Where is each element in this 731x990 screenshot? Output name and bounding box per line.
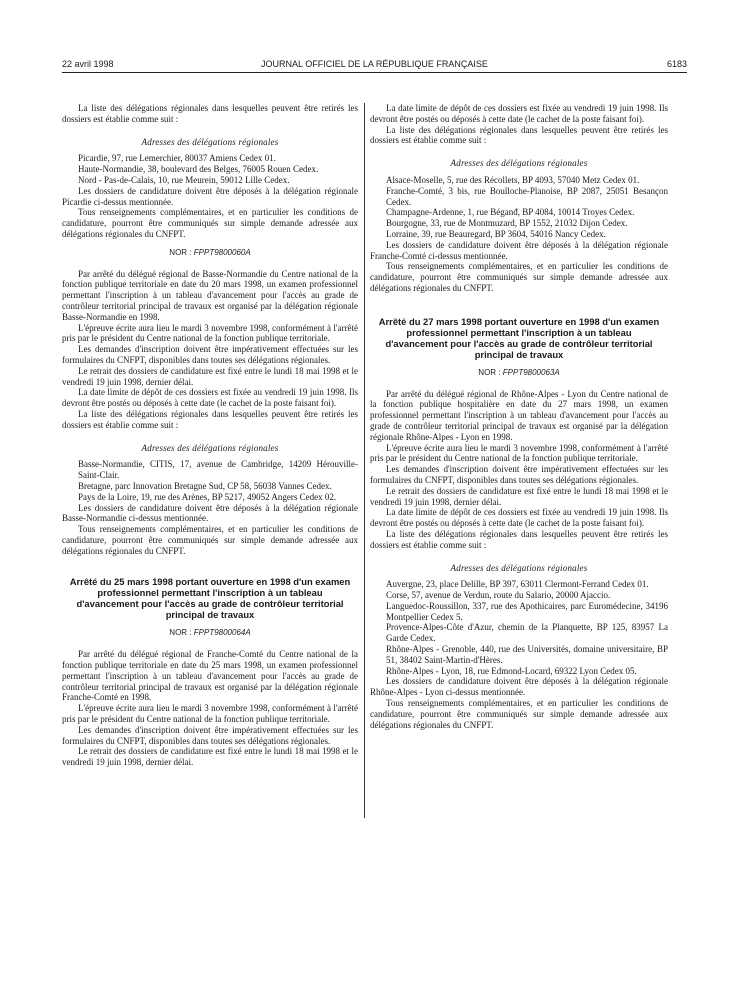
paragraph: Les demandes d'inscription doivent être impérativement effectuées sur les formulaires du CNFPT, disponibles dans toutes ses délégations régionales. xyxy=(62,724,358,746)
paragraph: L'épreuve écrite aura lieu le mardi 3 novembre 1998, conformément à l'arrêté pris par le président du Centre national de la fonction publique territoriale. xyxy=(370,442,668,464)
nor-code: FPPT9800060A xyxy=(193,247,251,257)
address-item: Basse-Normandie, CITIS, 17, avenue de Cambridge, 14209 Hérouville-Saint-Clair. xyxy=(78,459,358,481)
address-item: Languedoc-Roussillon, 337, rue des Apothicaires, parc Euromédecine, 34196 Montpellier Cedex 5. xyxy=(386,600,668,622)
paragraph: Le retrait des dossiers de candidature est fixé entre le lundi 18 mai 1998 et le vendredi 19 juin 1998, dernier délai. xyxy=(62,365,358,387)
nor-label: NOR : xyxy=(169,628,192,638)
addresses-heading: Adresses des délégations régionales xyxy=(450,158,588,169)
paragraph: Les dossiers de candidature doivent être déposés à la délégation régionale Basse-Normandie ci-dessus mentionnée. xyxy=(62,502,358,524)
header-page-number: 6183 xyxy=(666,59,687,69)
address-item: Champagne-Ardenne, 1, rue Béganđ, BP 4084, 10014 Troyes Cedex. xyxy=(386,207,635,218)
address-item: Picardie, 97, rue Lemerchier, 80037 Amiens Cedex 01. xyxy=(78,153,276,164)
address-item: Franche-Comté, 3 bis, rue Boulloche-Planoise, BP 2087, 25051 Besançon Cedex. xyxy=(386,185,668,207)
paragraph: Les demandes d'inscription doivent être impérativement effectuées sur les formulaires du CNFPT, disponibles dans toutes ses délégations régionales. xyxy=(370,464,668,485)
paragraph: Les dossiers de candidature doivent être déposés à la délégation régionale Rhône-Alpes - Lyon ci-dessus mentionnée. xyxy=(370,676,668,698)
paragraph: La date limite de dépôt de ces dossiers est fixée au vendredi 19 juin 1998. Ils devront être postés ou déposés à cette date (le cachet de la poste faisant foi). xyxy=(370,103,668,124)
decree-title: Arrêté du 25 mars 1998 portant ouverture en 1998 d'un examen professionnel permettant l'inscription à un tableau d'avancement pour l'accès au grade de contrôleur territorial principal de travaux xyxy=(69,576,351,621)
paragraph: La liste des délégations régionales dans lesquelles peuvent être retirés les dossiers est établie comme suit : xyxy=(62,103,358,124)
address-item: Alsace-Moselle, 5, rue des Récollets, BP 4093, 57040 Metz Cedex 01. xyxy=(386,174,640,185)
paragraph: Le retrait des dossiers de candidature est fixé entre le lundi 18 mai 1998 et le vendredi 19 juin 1998, dernier délai. xyxy=(62,746,358,768)
address-item: Rhône-Alpes - Grenoble, 440, rue des Universités, domaine universitaire, BP 51, 38402 Saint-Martin-d'Hères. xyxy=(386,644,668,665)
paragraph: Le retrait des dossiers de candidature est fixé entre le lundi 18 mai 1998 et le vendredi 19 juin 1998, dernier délai. xyxy=(370,485,668,507)
paragraph: Tous renseignements complémentaires, et en particulier les conditions de candidature, pourront être communiqués sur simple demande adressée aux délégations régionales du CNFPT. xyxy=(62,524,358,556)
paragraph: Tous renseignements complémentaires, et en particulier les conditions de candidature, pourront être communiqués sur simple demande adressée aux délégations régionales du CNFPT. xyxy=(370,698,668,730)
page-header xyxy=(62,59,687,73)
address-item: Nord - Pas-de-Calais, 10, rue Meurein, 59012 Lille Cedex. xyxy=(78,174,290,185)
column-divider xyxy=(364,103,365,818)
decree-title: Arrêté du 27 mars 1998 portant ouverture en 1998 d'un examen professionnel permettant l'inscription à un tableau d'avancement pour l'accès au grade de contrôleur territorial principal de travaux xyxy=(378,315,660,360)
paragraph: L'épreuve écrite aura lieu le mardi 3 novembre 1998, conformément à l'arrêté pris par le président du Centre national de la fonction publique territoriale. xyxy=(62,703,358,725)
address-item: Provence-Alpes-Côte d'Azur, chemin de la Planquette, BP 125, 83957 La Garde Cedex. xyxy=(386,622,668,644)
addresses-heading: Adresses des délégations régionales xyxy=(450,562,588,573)
paragraph: Tous renseignements complémentaires, et en particulier les conditions de candidature, pourront être communiqués sur simple demande adressée aux délégations régionales du CNFPT. xyxy=(62,207,358,239)
paragraph: L'épreuve écrite aura lieu le mardi 3 novembre 1998, conformément à l'arrêté pris par le président du Centre national de la fonction publique territoriale. xyxy=(62,322,358,344)
paragraph: La liste des délégations régionales dans lesquelles peuvent être retirés les dossiers est établie comme suit : xyxy=(370,124,668,146)
nor-code: FPPT9800063A xyxy=(502,367,560,377)
nor-reference xyxy=(370,368,668,379)
header-date: 22 avril 1998 xyxy=(62,59,114,69)
paragraph: La date limite de dépôt de ces dossiers est fixée au vendredi 19 juin 1998. Ils devront être postés ou déposés à cette date (le cachet de la poste faisant foi). xyxy=(370,507,668,529)
paragraph: Les dossiers de candidature doivent être déposés à la délégation régionale Picardie ci-dessus mentionnée. xyxy=(62,185,358,207)
paragraph: Par arrêté du délégué régional de Franche-Comté du Centre national de la fonction publique territoriale en date du 25 mars 1998, un examen professionnel permettant l'inscription à un tableau d'avancement pour l'accès au grade de contrôleur territorial principal de travaux est organisé par la délégation régionale Franche-Comté en 1998. xyxy=(62,649,358,703)
nor-reference xyxy=(62,248,358,259)
address-item: Bretagne, parc Innovation Bretagne Sud, CP 58, 56038 Vannes Cedex. xyxy=(78,480,332,491)
address-item: Pays de la Loire, 19, rue des Arènes, BP 5217, 49052 Angers Cedex 02. xyxy=(78,491,337,502)
address-item: Corse, 57, avenue de Verdun, route du Salario, 20000 Ajaccio. xyxy=(386,590,611,601)
right-column xyxy=(370,103,668,730)
nor-reference xyxy=(62,628,358,639)
nor-label: NOR : xyxy=(169,247,192,257)
left-column xyxy=(62,103,358,768)
addresses-heading: Adresses des délégations régionales xyxy=(141,136,279,147)
paragraph: Les dossiers de candidature doivent être déposés à la délégation régionale Franche-Comté ci-dessus mentionnée. xyxy=(370,239,668,261)
nor-label: NOR : xyxy=(478,367,501,377)
paragraph: La date limite de dépôt de ces dossiers est fixée au vendredi 19 juin 1998. Ils devront être postés ou déposés à cette date (le cachet de la poste faisant foi). xyxy=(62,387,358,409)
address-item: Rhône-Alpes - Lyon, 18, rue Edmond-Locard, 69322 Lyon Cedex 05. xyxy=(386,665,637,676)
header-rule xyxy=(62,72,687,73)
address-item: Auvergne, 23, place Delille, BP 397, 63011 Clermont-Ferrand Cedex 01. xyxy=(386,579,649,590)
address-item: Haute-Normandie, 38, boulevard des Belges, 76005 Rouen Cedex. xyxy=(78,164,319,175)
address-item: Lorraine, 39, rue Beauregard, BP 3604, 54016 Nancy Cedex. xyxy=(386,228,606,239)
nor-code: FPPT9800064A xyxy=(193,628,251,638)
paragraph: Par arrêté du délégué régional de Rhône-Alpes - Lyon du Centre national de la fonction publique hospitalière en date du 27 mars 1998, un examen professionnel permettant l'inscription à un tableau d'avancement pour l'accès au grade de contrôleur territorial principal de travaux est organisé par la délégation régionale Rhône-Alpes - Lyon en 1998. xyxy=(370,388,668,442)
paragraph: Tous renseignements complémentaires, et en particulier les conditions de candidature, pourront être communiqués sur simple demande adressée aux délégations régionales du CNFPT. xyxy=(370,261,668,293)
paragraph: La liste des délégations régionales dans lesquelles peuvent être retirés les dossiers est établie comme suit : xyxy=(62,408,358,430)
paragraph: Les demandes d'inscription doivent être impérativement effectuées sur les formulaires du CNFPT, disponibles dans toutes ses délégations régionales. xyxy=(62,344,358,365)
address-item: Bourgogne, 33, rue de Montmuzard, BP 1552, 21032 Dijon Cedex. xyxy=(386,218,628,229)
paragraph: La liste des délégations régionales dans lesquelles peuvent être retirés les dossiers est établie comme suit : xyxy=(370,528,668,550)
addresses-heading: Adresses des délégations régionales xyxy=(141,442,279,453)
header-journal-title: JOURNAL OFFICIEL DE LA RÉPUBLIQUE FRANÇAISE xyxy=(261,59,488,69)
paragraph: Par arrêté du délégué régional de Basse-Normandie du Centre national de la fonction publique territoriale en date du 20 mars 1998, un examen professionnel permettant l'inscription à un tableau d'avancement pour l'accès au grade de contrôleur territorial principal de travaux est organisé par la délégation régionale Basse-Normandie en 1998. xyxy=(62,268,358,322)
